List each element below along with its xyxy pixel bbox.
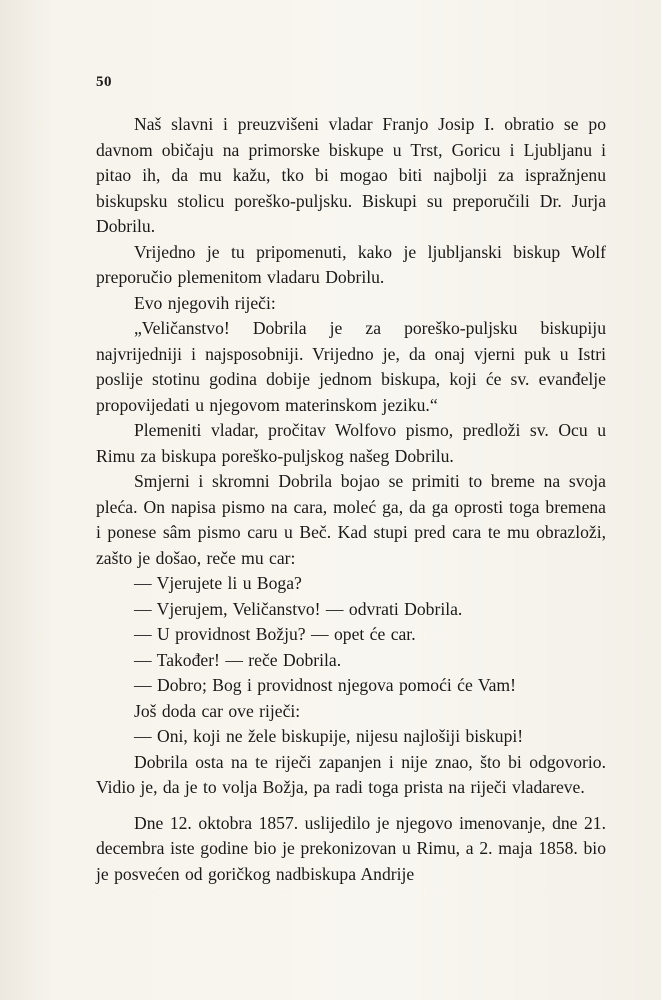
dialogue-line-3: — U providnost Božju? — opet će car. (134, 624, 416, 644)
paragraph-2: Vrijedno je tu pripomenuti, kako je ljubljanski biskup Wolf preporučio plemenitom vladaru Dobrilu. (96, 241, 606, 287)
dialogue-line-2: — Vjerujem, Veličanstvo! — odvrati Dobrila. (134, 598, 463, 619)
page-number: 50 (96, 74, 112, 90)
quote-paragraph: „Veličanstvo! Dobrila je za poreško-puljsku biskupiju najvrijedniji i najsposobniji. Vrijedno je, da onaj vjerni puk u Istri poslije stotinu godina dobije jednom biskupa, koji će sv. evanđelje propovijedati u njegovom materinskom jeziku.“ (96, 318, 606, 415)
paragraph-15: Dne 12. oktobra 1857. uslijedilo je njegovo imenovanje, dne 21. decembra iste godine bio je prekonizovan u Rimu, a 2. maja 1858. bio je posvećen od goričkog nadbiskupa Andrije (96, 812, 606, 884)
paragraph-6: Smjerni i skromni Dobrila bojao se primiti to breme na svoja pleća. On napisa pismo na cara, moleć ga, da ga oprosti toga bremena i ponese sâm pismo caru u Beč. Kad stupi pred cara te mu obrazloži, zašto je došao, reče mu car: (96, 471, 606, 568)
paragraph-12: Još doda car ove riječi: (134, 700, 301, 721)
dialogue-line-6: — Oni, koji ne žele biskupije, nijesu najlošiji biskupi! (134, 726, 524, 746)
paragraph-3: Evo njegovih riječi: (134, 292, 276, 313)
dialogue-line-1: — Vjerujete li u Boga? (134, 573, 302, 593)
dialogue-line-5: — Dobro; Bog i providnost njegova pomoći će Vam! (134, 675, 516, 695)
paragraph-1: Naš slavni i preuzvišeni vladar Franjo Josip I. obratio se po davnom običaju na primorske biskupe u Trst, Goricu i Ljubljanu i pitao ih, da mu kažu, tko bi mogao biti najbolji za ispražnjenu biskupsku stolicu poreško-puljsku. Biskupi su preporučili Dr. Jurja Dobrilu. (96, 114, 606, 236)
dialogue-line-4: — Također! — reče Dobrila. (134, 649, 342, 670)
paragraph-14: Dobrila osta na te riječi zapanjen i nije znao, što bi odgovorio. Vidio je, da je to volja Božja, pa radi toga prista na riječi vladareve. (96, 751, 606, 797)
paragraph-5: Plemeniti vladar, pročitav Wolfovo pismo, predloži sv. Ocu u Rimu za biskupa poreško-puljskog našeg Dobrilu. (96, 420, 606, 466)
body-text (96, 112, 606, 887)
